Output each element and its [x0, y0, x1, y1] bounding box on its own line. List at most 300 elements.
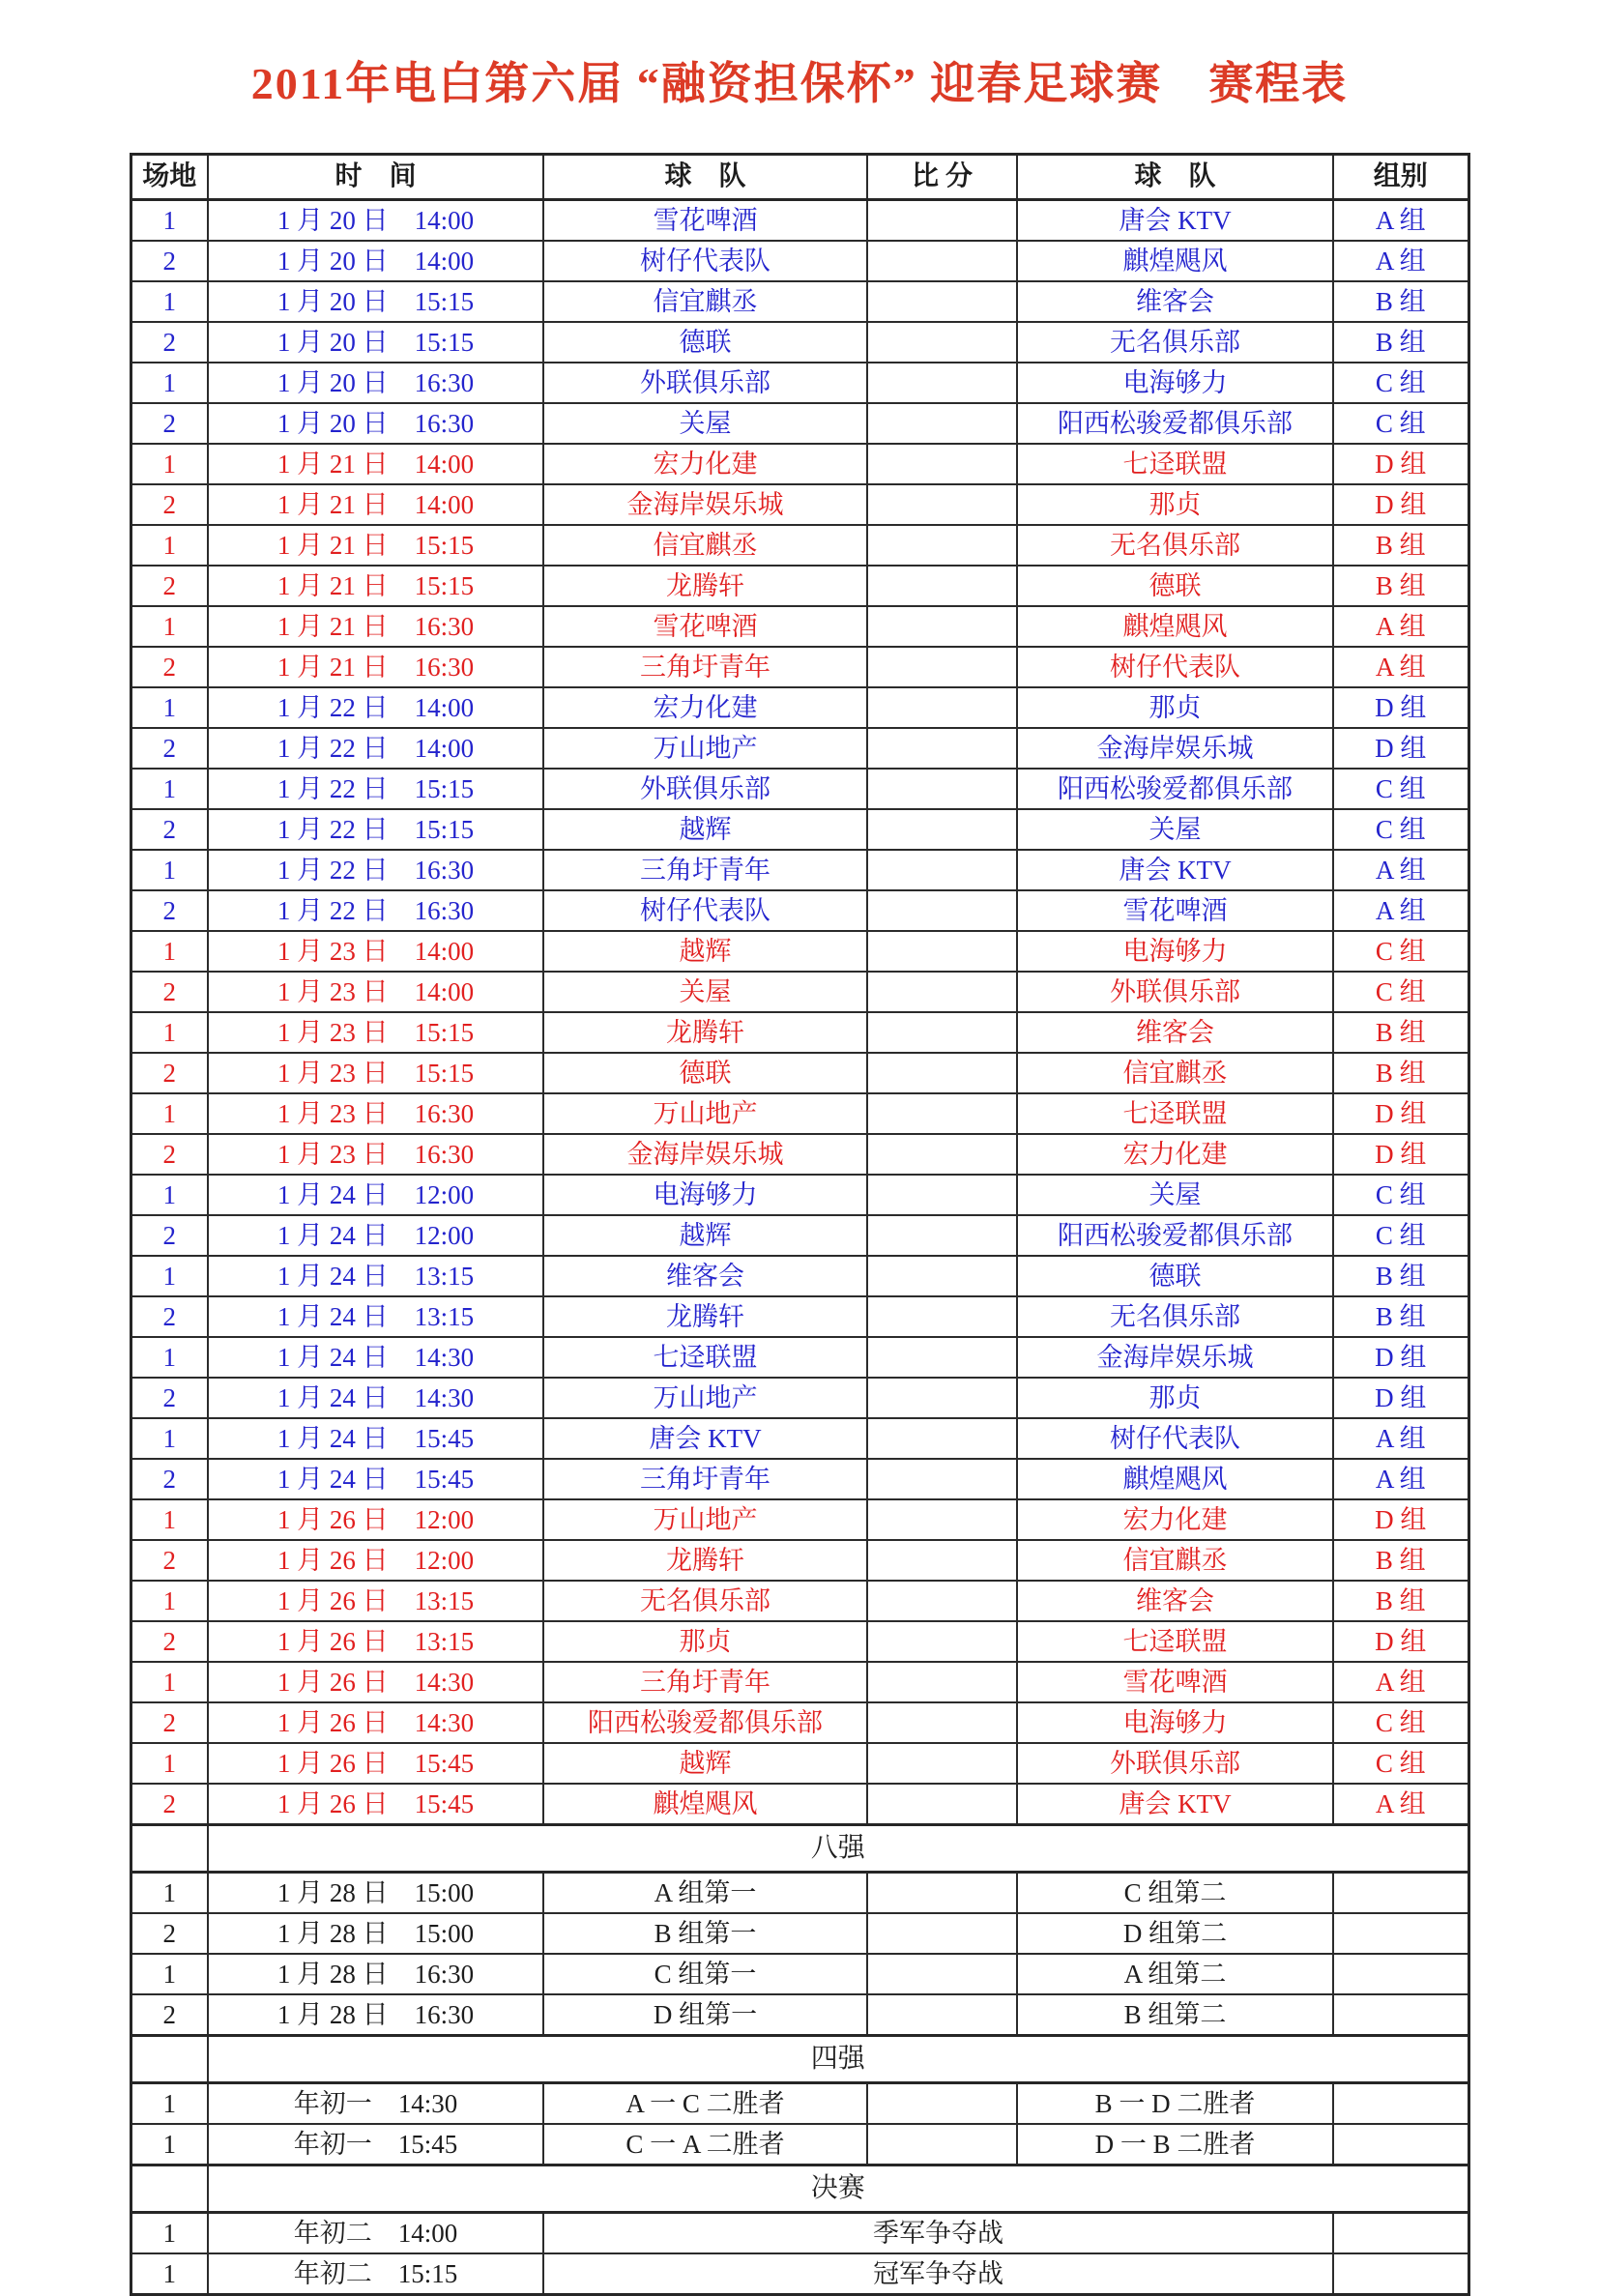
home-team-cell: 唐会 KTV: [543, 1418, 867, 1459]
schedule-table: [130, 153, 1470, 2296]
venue-cell: 1: [131, 1093, 208, 1134]
score-cell: [867, 281, 1017, 322]
match-row: [131, 1337, 1468, 1378]
header-score: 比 分: [867, 155, 1017, 200]
away-team-cell: 电海够力: [1017, 931, 1333, 972]
final-row: [131, 2253, 1468, 2295]
time-cell: 1 月 22 日 15:15: [208, 769, 543, 809]
score-cell: [867, 1053, 1017, 1093]
group-cell: A 组: [1333, 850, 1468, 890]
score-cell: [867, 647, 1017, 687]
time-cell: 1 月 23 日 15:15: [208, 1053, 543, 1093]
home-team-cell: 三角圩青年: [543, 647, 867, 687]
home-team-cell: C 组第一: [543, 1954, 867, 1994]
venue-cell: 2: [131, 972, 208, 1012]
score-cell: [867, 525, 1017, 566]
away-team-cell: 外联俱乐部: [1017, 972, 1333, 1012]
away-team-cell: 关屋: [1017, 1175, 1333, 1215]
score-cell: [867, 1134, 1017, 1175]
time-cell: 年初二 15:15: [208, 2253, 543, 2295]
venue-cell: 1: [131, 1873, 208, 1914]
away-team-cell: 金海岸娱乐城: [1017, 1337, 1333, 1378]
home-team-cell: 三角圩青年: [543, 1662, 867, 1702]
match-row: [131, 890, 1468, 931]
venue-cell: 2: [131, 241, 208, 281]
venue-cell: 2: [131, 1053, 208, 1093]
score-cell: [867, 363, 1017, 403]
match-row: [131, 809, 1468, 850]
time-cell: 1 月 22 日 16:30: [208, 850, 543, 890]
time-cell: 年初一 14:30: [208, 2083, 543, 2125]
group-cell: B 组: [1333, 1012, 1468, 1053]
group-cell: [1333, 1994, 1468, 2036]
venue-cell: [131, 1825, 208, 1873]
home-team-cell: 金海岸娱乐城: [543, 1134, 867, 1175]
score-cell: [867, 484, 1017, 525]
group-cell: C 组: [1333, 769, 1468, 809]
home-team-cell: 宏力化建: [543, 687, 867, 728]
venue-cell: 2: [131, 1784, 208, 1825]
score-cell: [867, 850, 1017, 890]
away-team-cell: C 组第二: [1017, 1873, 1333, 1914]
venue-cell: [131, 2036, 208, 2083]
score-cell: [867, 1499, 1017, 1540]
venue-cell: 1: [131, 1581, 208, 1621]
home-team-cell: 龙腾轩: [543, 1012, 867, 1053]
match-row: [131, 2124, 1468, 2165]
venue-cell: 1: [131, 1175, 208, 1215]
score-cell: [867, 1256, 1017, 1296]
home-team-cell: 树仔代表队: [543, 241, 867, 281]
time-cell: 1 月 26 日 14:30: [208, 1662, 543, 1702]
time-cell: 1 月 20 日 14:00: [208, 241, 543, 281]
away-team-cell: 无名俱乐部: [1017, 322, 1333, 363]
time-cell: 1 月 21 日 15:15: [208, 525, 543, 566]
home-team-cell: 信宜麒丞: [543, 525, 867, 566]
home-team-cell: 电海够力: [543, 1175, 867, 1215]
section-label: 四强: [208, 2036, 1468, 2083]
time-cell: 1 月 23 日 15:15: [208, 1012, 543, 1053]
final-match-label: 冠军争夺战: [543, 2253, 1333, 2295]
score-cell: [867, 769, 1017, 809]
away-team-cell: 外联俱乐部: [1017, 1743, 1333, 1784]
away-team-cell: B 一 D 二胜者: [1017, 2083, 1333, 2125]
time-cell: 1 月 22 日 14:00: [208, 728, 543, 769]
time-cell: 1 月 24 日 14:30: [208, 1378, 543, 1418]
away-team-cell: 唐会 KTV: [1017, 850, 1333, 890]
match-row: [131, 972, 1468, 1012]
group-cell: D 组: [1333, 687, 1468, 728]
home-team-cell: 雪花啤酒: [543, 606, 867, 647]
venue-cell: 1: [131, 850, 208, 890]
venue-cell: 2: [131, 728, 208, 769]
group-cell: C 组: [1333, 403, 1468, 444]
match-row: [131, 241, 1468, 281]
score-cell: [867, 809, 1017, 850]
home-team-cell: 麒煌飓风: [543, 1784, 867, 1825]
time-cell: 1 月 24 日 14:30: [208, 1337, 543, 1378]
time-cell: 1 月 20 日 14:00: [208, 200, 543, 242]
away-team-cell: 德联: [1017, 566, 1333, 606]
time-cell: 1 月 20 日 16:30: [208, 363, 543, 403]
venue-cell: 2: [131, 1215, 208, 1256]
match-row: [131, 1581, 1468, 1621]
away-team-cell: 树仔代表队: [1017, 647, 1333, 687]
group-cell: D 组: [1333, 444, 1468, 484]
away-team-cell: 那贞: [1017, 687, 1333, 728]
venue-cell: 2: [131, 1702, 208, 1743]
page-title: 2011年电白第六届 “融资担保杯” 迎春足球赛 赛程表: [250, 59, 1349, 108]
group-cell: D 组: [1333, 1378, 1468, 1418]
home-team-cell: D 组第一: [543, 1994, 867, 2036]
group-cell: D 组: [1333, 1337, 1468, 1378]
match-row: [131, 769, 1468, 809]
time-cell: 1 月 26 日 14:30: [208, 1702, 543, 1743]
score-cell: [867, 1296, 1017, 1337]
group-cell: B 组: [1333, 566, 1468, 606]
match-row: [131, 525, 1468, 566]
venue-cell: 1: [131, 1954, 208, 1994]
time-cell: 1 月 21 日 16:30: [208, 647, 543, 687]
match-row: [131, 1954, 1468, 1994]
time-cell: 1 月 23 日 16:30: [208, 1093, 543, 1134]
away-team-cell: 雪花啤酒: [1017, 1662, 1333, 1702]
match-row: [131, 1743, 1468, 1784]
home-team-cell: 万山地产: [543, 1093, 867, 1134]
match-row: [131, 1459, 1468, 1499]
match-row: [131, 566, 1468, 606]
header-time: 时 间: [208, 155, 543, 200]
group-cell: B 组: [1333, 1053, 1468, 1093]
time-cell: 1 月 26 日 13:15: [208, 1621, 543, 1662]
section-row: [131, 2165, 1468, 2213]
score-cell: [867, 1994, 1017, 2036]
match-row: [131, 1053, 1468, 1093]
venue-cell: 2: [131, 1296, 208, 1337]
home-team-cell: 龙腾轩: [543, 1296, 867, 1337]
time-cell: 年初一 15:45: [208, 2124, 543, 2165]
time-cell: 1 月 21 日 15:15: [208, 566, 543, 606]
time-cell: 1 月 24 日 13:15: [208, 1296, 543, 1337]
group-cell: D 组: [1333, 484, 1468, 525]
match-row: [131, 444, 1468, 484]
venue-cell: 1: [131, 2253, 208, 2295]
match-row: [131, 1621, 1468, 1662]
group-cell: A 组: [1333, 1662, 1468, 1702]
venue-cell: 1: [131, 606, 208, 647]
group-cell: B 组: [1333, 1581, 1468, 1621]
group-cell: B 组: [1333, 1540, 1468, 1581]
final-row: [131, 2213, 1468, 2254]
group-cell: A 组: [1333, 1459, 1468, 1499]
group-cell: B 组: [1333, 322, 1468, 363]
away-team-cell: 唐会 KTV: [1017, 1784, 1333, 1825]
time-cell: 1 月 26 日 13:15: [208, 1581, 543, 1621]
header-venue: 场地: [131, 155, 208, 200]
group-cell: [1333, 1954, 1468, 1994]
score-cell: [867, 1784, 1017, 1825]
score-cell: [867, 566, 1017, 606]
time-cell: 1 月 24 日 15:45: [208, 1459, 543, 1499]
away-team-cell: 那贞: [1017, 1378, 1333, 1418]
away-team-cell: 无名俱乐部: [1017, 1296, 1333, 1337]
score-cell: [867, 606, 1017, 647]
match-row: [131, 484, 1468, 525]
home-team-cell: 外联俱乐部: [543, 769, 867, 809]
match-row: [131, 1540, 1468, 1581]
score-cell: [867, 1913, 1017, 1954]
away-team-cell: 七迳联盟: [1017, 1621, 1333, 1662]
home-team-cell: 万山地产: [543, 1378, 867, 1418]
score-cell: [867, 1743, 1017, 1784]
time-cell: 1 月 26 日 15:45: [208, 1784, 543, 1825]
time-cell: 1 月 22 日 14:00: [208, 687, 543, 728]
away-team-cell: 无名俱乐部: [1017, 525, 1333, 566]
venue-cell: 1: [131, 200, 208, 242]
time-cell: 1 月 26 日 12:00: [208, 1540, 543, 1581]
score-cell: [867, 1418, 1017, 1459]
group-cell: A 组: [1333, 606, 1468, 647]
home-team-cell: B 组第一: [543, 1913, 867, 1954]
score-cell: [867, 322, 1017, 363]
venue-cell: 1: [131, 1499, 208, 1540]
time-cell: 1 月 20 日 15:15: [208, 281, 543, 322]
group-cell: A 组: [1333, 647, 1468, 687]
score-cell: [867, 1702, 1017, 1743]
section-row: [131, 1825, 1468, 1873]
group-cell: C 组: [1333, 931, 1468, 972]
home-team-cell: 无名俱乐部: [543, 1581, 867, 1621]
venue-cell: 1: [131, 444, 208, 484]
away-team-cell: 德联: [1017, 1256, 1333, 1296]
time-cell: 1 月 26 日 12:00: [208, 1499, 543, 1540]
score-cell: [867, 1215, 1017, 1256]
group-cell: C 组: [1333, 1702, 1468, 1743]
group-cell: A 组: [1333, 1418, 1468, 1459]
home-team-cell: 德联: [543, 1053, 867, 1093]
time-cell: 1 月 24 日 15:45: [208, 1418, 543, 1459]
score-cell: [867, 403, 1017, 444]
home-team-cell: 阳西松骏爱都俱乐部: [543, 1702, 867, 1743]
home-team-cell: A 组第一: [543, 1873, 867, 1914]
section-row: [131, 2036, 1468, 2083]
match-row: [131, 1784, 1468, 1825]
match-row: [131, 1418, 1468, 1459]
home-team-cell: 德联: [543, 322, 867, 363]
away-team-cell: 七迳联盟: [1017, 1093, 1333, 1134]
group-cell: D 组: [1333, 1621, 1468, 1662]
score-cell: [867, 1012, 1017, 1053]
time-cell: 1 月 23 日 14:00: [208, 931, 543, 972]
score-cell: [867, 444, 1017, 484]
venue-cell: 1: [131, 363, 208, 403]
group-cell: C 组: [1333, 809, 1468, 850]
group-cell: B 组: [1333, 1296, 1468, 1337]
group-cell: [1333, 2213, 1468, 2254]
group-cell: D 组: [1333, 1499, 1468, 1540]
home-team-cell: 那贞: [543, 1621, 867, 1662]
score-cell: [867, 1378, 1017, 1418]
score-cell: [867, 2124, 1017, 2165]
match-row: [131, 1499, 1468, 1540]
venue-cell: 2: [131, 1621, 208, 1662]
time-cell: 1 月 20 日 16:30: [208, 403, 543, 444]
home-team-cell: 越辉: [543, 931, 867, 972]
away-team-cell: 维客会: [1017, 1581, 1333, 1621]
group-cell: D 组: [1333, 728, 1468, 769]
home-team-cell: 三角圩青年: [543, 850, 867, 890]
home-team-cell: 关屋: [543, 403, 867, 444]
match-row: [131, 1662, 1468, 1702]
venue-cell: 2: [131, 484, 208, 525]
away-team-cell: 麒煌飓风: [1017, 241, 1333, 281]
venue-cell: 1: [131, 931, 208, 972]
venue-cell: 2: [131, 809, 208, 850]
group-cell: C 组: [1333, 1743, 1468, 1784]
away-team-cell: 树仔代表队: [1017, 1418, 1333, 1459]
match-row: [131, 1702, 1468, 1743]
group-cell: [1333, 1913, 1468, 1954]
header-group: 组别: [1333, 155, 1468, 200]
group-cell: [1333, 1873, 1468, 1914]
group-cell: [1333, 2083, 1468, 2125]
time-cell: 1 月 23 日 16:30: [208, 1134, 543, 1175]
match-row: [131, 1378, 1468, 1418]
away-team-cell: 电海够力: [1017, 363, 1333, 403]
home-team-cell: 龙腾轩: [543, 1540, 867, 1581]
time-cell: 1 月 28 日 15:00: [208, 1873, 543, 1914]
time-cell: 1 月 24 日 13:15: [208, 1256, 543, 1296]
match-row: [131, 850, 1468, 890]
score-cell: [867, 1337, 1017, 1378]
match-row: [131, 931, 1468, 972]
home-team-cell: C 一 A 二胜者: [543, 2124, 867, 2165]
match-row: [131, 606, 1468, 647]
match-row: [131, 1215, 1468, 1256]
score-cell: [867, 200, 1017, 242]
time-cell: 1 月 22 日 15:15: [208, 809, 543, 850]
group-cell: C 组: [1333, 363, 1468, 403]
match-row: [131, 1873, 1468, 1914]
venue-cell: 1: [131, 1418, 208, 1459]
time-cell: 1 月 21 日 16:30: [208, 606, 543, 647]
venue-cell: 1: [131, 281, 208, 322]
match-row: [131, 1012, 1468, 1053]
time-cell: 1 月 20 日 15:15: [208, 322, 543, 363]
away-team-cell: 关屋: [1017, 809, 1333, 850]
home-team-cell: 越辉: [543, 1215, 867, 1256]
group-cell: A 组: [1333, 890, 1468, 931]
group-cell: D 组: [1333, 1134, 1468, 1175]
away-team-cell: 麒煌飓风: [1017, 1459, 1333, 1499]
match-row: [131, 647, 1468, 687]
away-team-cell: 麒煌飓风: [1017, 606, 1333, 647]
time-cell: 1 月 28 日 15:00: [208, 1913, 543, 1954]
time-cell: 1 月 28 日 16:30: [208, 1994, 543, 2036]
match-row: [131, 363, 1468, 403]
score-cell: [867, 1954, 1017, 1994]
venue-cell: 1: [131, 2124, 208, 2165]
score-cell: [867, 728, 1017, 769]
venue-cell: 1: [131, 1337, 208, 1378]
group-cell: D 组: [1333, 1093, 1468, 1134]
venue-cell: 2: [131, 1913, 208, 1954]
away-team-cell: 金海岸娱乐城: [1017, 728, 1333, 769]
score-cell: [867, 1175, 1017, 1215]
venue-cell: 1: [131, 2213, 208, 2254]
venue-cell: 1: [131, 1662, 208, 1702]
away-team-cell: 阳西松骏爱都俱乐部: [1017, 1215, 1333, 1256]
match-row: [131, 1913, 1468, 1954]
venue-cell: 1: [131, 769, 208, 809]
away-team-cell: 信宜麒丞: [1017, 1540, 1333, 1581]
match-row: [131, 1256, 1468, 1296]
match-row: [131, 200, 1468, 242]
score-cell: [867, 1093, 1017, 1134]
away-team-cell: 电海够力: [1017, 1702, 1333, 1743]
match-row: [131, 281, 1468, 322]
score-cell: [867, 2083, 1017, 2125]
score-cell: [867, 1621, 1017, 1662]
home-team-cell: 外联俱乐部: [543, 363, 867, 403]
home-team-cell: 三角圩青年: [543, 1459, 867, 1499]
score-cell: [867, 241, 1017, 281]
home-team-cell: 越辉: [543, 809, 867, 850]
away-team-cell: 雪花啤酒: [1017, 890, 1333, 931]
match-row: [131, 1994, 1468, 2036]
venue-cell: 1: [131, 687, 208, 728]
header-row: [131, 155, 1468, 200]
match-row: [131, 2083, 1468, 2125]
time-cell: 1 月 26 日 15:45: [208, 1743, 543, 1784]
section-label: 八强: [208, 1825, 1468, 1873]
header-home-team: 球 队: [543, 155, 867, 200]
score-cell: [867, 972, 1017, 1012]
venue-cell: 2: [131, 322, 208, 363]
away-team-cell: A 组第二: [1017, 1954, 1333, 1994]
match-row: [131, 322, 1468, 363]
score-cell: [867, 1873, 1017, 1914]
final-match-label: 季军争夺战: [543, 2213, 1333, 2254]
venue-cell: 2: [131, 1994, 208, 2036]
away-team-cell: 信宜麒丞: [1017, 1053, 1333, 1093]
group-cell: A 组: [1333, 200, 1468, 242]
match-row: [131, 1134, 1468, 1175]
time-cell: 1 月 24 日 12:00: [208, 1215, 543, 1256]
home-team-cell: A 一 C 二胜者: [543, 2083, 867, 2125]
schedule-body: [131, 200, 1468, 2295]
venue-cell: 2: [131, 1459, 208, 1499]
home-team-cell: 关屋: [543, 972, 867, 1012]
venue-cell: 2: [131, 1134, 208, 1175]
away-team-cell: 阳西松骏爱都俱乐部: [1017, 403, 1333, 444]
away-team-cell: B 组第二: [1017, 1994, 1333, 2036]
match-row: [131, 1296, 1468, 1337]
match-row: [131, 1093, 1468, 1134]
time-cell: 1 月 21 日 14:00: [208, 484, 543, 525]
venue-cell: 2: [131, 1378, 208, 1418]
venue-cell: 2: [131, 403, 208, 444]
venue-cell: 1: [131, 1743, 208, 1784]
group-cell: [1333, 2253, 1468, 2295]
away-team-cell: 维客会: [1017, 1012, 1333, 1053]
match-row: [131, 687, 1468, 728]
home-team-cell: 金海岸娱乐城: [543, 484, 867, 525]
group-cell: C 组: [1333, 972, 1468, 1012]
section-label: 决赛: [208, 2165, 1468, 2213]
time-cell: 1 月 21 日 14:00: [208, 444, 543, 484]
away-team-cell: 唐会 KTV: [1017, 200, 1333, 242]
